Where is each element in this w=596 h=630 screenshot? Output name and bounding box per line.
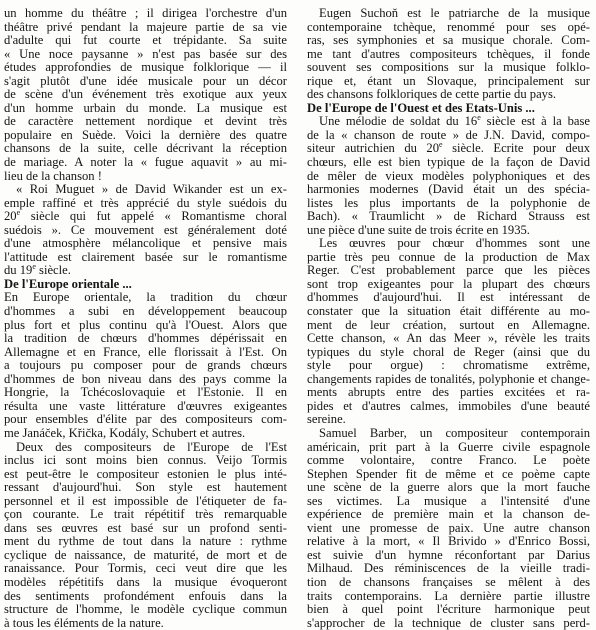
text-line: d'hommes d'aujourd'hui. Il est intéressant de bbox=[307, 291, 590, 305]
text-line: Reger. C'est probablement parce que les pièces bbox=[307, 264, 590, 278]
text-line: la tradition de chœurs d'hommes dépérissait en bbox=[4, 332, 287, 346]
text-line: a toujours pu composer pour de grands chœurs bbox=[4, 359, 287, 373]
text-line: Samuel Barber, un compositeur contemporain bbox=[319, 426, 590, 440]
text-line: est peut-être le compositeur estonien le plus inté- bbox=[4, 467, 287, 481]
text-line: vient une promesse de paix. Une autre chanson bbox=[307, 521, 590, 535]
text-line: cyclique de naissance, de maturité, de mort et de bbox=[4, 548, 287, 562]
text-line: inclus ici sont moins bien connus. Veijo Tormis bbox=[4, 454, 287, 468]
text-line: d'une atmosphère mélancolique et pensive mais bbox=[4, 237, 287, 251]
text-line: tion de chansons françaises se mêlent à des bbox=[307, 575, 590, 589]
section-heading: De l'Europe orientale ... bbox=[4, 277, 132, 291]
text-line: d'un homme urbain du monde. La musique est bbox=[4, 101, 287, 115]
text-line: me tant d'autres compositeurs tchèques, il fonde bbox=[307, 47, 590, 61]
text-line: lieu de la chanson ! bbox=[4, 169, 102, 183]
text-line: résulta une vaste littérature d'œuvres exigeantes bbox=[4, 399, 287, 413]
text-line: populaire en Suède. Voici la dernière des quatre bbox=[4, 128, 287, 142]
text-line: contemporaine tchèque, renommé pour ses opé- bbox=[307, 20, 590, 34]
text-line: s'approcher de la technique de cluster sans perd- bbox=[307, 616, 590, 630]
text-line: relative à la mort, « Il Brivido » d'Enrico Bossi, bbox=[307, 535, 590, 549]
text-line: me Janáček, Křička, Kodály, Schubert et autres. bbox=[4, 426, 246, 440]
text-line: modèles répétitifs dans la musique évoqueront bbox=[4, 575, 287, 589]
text-line: de mariage. A noter la « fugue aquavit » au mi- bbox=[4, 156, 287, 170]
text-line: ment du rythme de tout dans la nature : rythme bbox=[4, 535, 287, 549]
text-line: à tous les éléments de la nature. bbox=[4, 616, 164, 630]
text-line: partie très peu connue de la production de Max bbox=[307, 250, 590, 264]
text-line: typiques du style choral de Reger (ainsi que du bbox=[307, 345, 590, 359]
text-line: ras, ses symphonies et sa musique chorale. Com- bbox=[307, 34, 590, 48]
text-line: des chansons folkloriques de cette partie du pays. bbox=[307, 88, 557, 102]
text-line: Eugen Suchoň est le patriarche de la musique bbox=[319, 7, 590, 20]
text-line: harmonies modernes (David était un des spécia- bbox=[307, 183, 590, 197]
text-line: Les œuvres pour chœur d'hommes sont une bbox=[319, 237, 590, 251]
text-line: Stephen Spender fit de même et ce poème capte bbox=[307, 467, 590, 481]
left-column bbox=[4, 7, 287, 630]
text-line: une pièce d'une suite de trois écrite en 1935. bbox=[307, 223, 530, 237]
text-line: comme volontaire, contre Franco. Le poète bbox=[307, 454, 590, 468]
text-line: plus fort et plus continu qu'à l'Ouest. Alors que bbox=[4, 318, 287, 332]
text-line: Cette chanson, « An das Meer », révèle les traits bbox=[307, 332, 590, 346]
text-line: emple raffiné et très apprécié du style suédois du bbox=[4, 196, 287, 210]
text-line: listes les plus importants de la polyphonie de bbox=[307, 196, 590, 210]
text-line: des sentiments profondément enfouis dans la bbox=[4, 589, 287, 603]
text-line: En Europe orientale, la tradition du chœur bbox=[4, 291, 287, 305]
text-line: constater que la situation était différente au mo- bbox=[307, 305, 590, 319]
text-line: ressant d'aujourd'hui. Son style est hautement bbox=[4, 481, 287, 495]
text-line: personnel et il est impossible de l'étiqueter de fa- bbox=[4, 494, 287, 508]
text-line: siteur autrichien du 20e siècle. Ecrite pour deux bbox=[307, 142, 590, 156]
text-line: structure de l'homme, le modèle cyclique commun bbox=[4, 603, 287, 617]
text-line: d'hommes de bon niveau dans des pays comme la bbox=[4, 372, 287, 386]
text-line: changements rapides de tonalités, polyphonie et change- bbox=[307, 372, 590, 386]
text-line: sereine. bbox=[307, 413, 346, 427]
text-line: d'adulte qui fut courte et trépidante. Sa suite bbox=[4, 34, 287, 48]
text-line: études approfondies de musique folklorique — il bbox=[4, 61, 287, 75]
text-line: 20e siècle qui fut appelé « Romantisme choral bbox=[4, 210, 287, 224]
text-line: Hongrie, la Tchécoslovaquie et l'Estonie. Il en bbox=[4, 386, 287, 400]
text-line: de mêler de vieux modèles polyphoniques et des bbox=[307, 169, 590, 183]
text-line: une scène de la guerre alors que la mort fauche bbox=[307, 481, 590, 495]
text-line: chœurs, elle est bien typique de la façon de David bbox=[307, 156, 590, 170]
section-heading: De l'Europe de l'Ouest et des Etats-Unis ... bbox=[307, 101, 535, 115]
text-line: pour ensembles d'élite par des compositeurs com- bbox=[4, 413, 287, 427]
text-line: pides et d'autres calmes, immobiles d'une beauté bbox=[307, 399, 590, 413]
text-line: « Roi Muguet » de David Wikander est un ex- bbox=[16, 183, 287, 197]
text-line: américain, prit part à la Guerre civile espagnole bbox=[307, 440, 590, 454]
text-line: expérience de première main et la chanson de- bbox=[307, 508, 590, 522]
text-line: rique et, étant un Slovaque, principalement sur bbox=[307, 74, 590, 88]
text-line: Allemagne et en France, elle florissait à l'Est. On bbox=[4, 345, 287, 359]
text-line: l'attitude est clairement basée sur le romantisme bbox=[4, 250, 287, 264]
text-line: Bach). « Traumlicht » de Richard Strauss est bbox=[307, 210, 590, 224]
text-line: traits contemporains. La dernière partie illustre bbox=[307, 589, 590, 603]
text-line: de caractère nettement nordique et devint très bbox=[4, 115, 287, 129]
text-line: de la « chanson de route » de J.N. David, compo- bbox=[307, 128, 590, 142]
text-line: suédois ». Ce mouvement est généralement doté bbox=[4, 223, 287, 237]
text-line: souvent ses compositions sur la musique folklo- bbox=[307, 61, 590, 75]
text-line: sont trop exigeantes pour la plupart des chœurs bbox=[307, 277, 590, 291]
text-line: dans ses œuvres est basé sur un profond senti- bbox=[4, 521, 287, 535]
text-line: s'agit plutôt d'une idée musicale pour un décor bbox=[4, 74, 287, 88]
text-line: ses victimes. La musique a l'intensité d'une bbox=[307, 494, 590, 508]
text-line: théâtre privé pendant la majeure partie de sa vie bbox=[4, 20, 287, 34]
text-line: du 19e siècle. bbox=[4, 264, 71, 278]
text-line: d'hommes a subi en développement beaucoup bbox=[4, 305, 287, 319]
text-line: chansons de la suite, celle décrivant la réception bbox=[4, 142, 287, 156]
right-column bbox=[307, 7, 590, 630]
text-line: ment de leur création, surtout en Allemagne. bbox=[307, 318, 590, 332]
text-line: « Une noce paysanne » n'est pas basée sur des bbox=[4, 47, 287, 61]
text-line: style pour orgue) : chromatisme extrême, bbox=[307, 359, 590, 373]
text-line: ments abrupts entre des parties excitées et ra- bbox=[307, 386, 590, 400]
text-line: ranaissance. Pour Tormis, ceci veut dire que les bbox=[4, 562, 287, 576]
text-line: de scène d'un événement très exotique aux yeux bbox=[4, 88, 287, 102]
text-line: çon courante. Le trait répétitif très remarquable bbox=[4, 508, 287, 522]
text-line: Deux des compositeurs de l'Europe de l'Est bbox=[16, 440, 287, 454]
text-line: Milhaud. Des réminiscences de la vieille tradi- bbox=[307, 562, 590, 576]
text-line: un homme du théâtre ; il dirigea l'orchestre d'un bbox=[4, 7, 287, 20]
text-line: est suivie d'un hymne réconfortant par Darius bbox=[307, 548, 590, 562]
text-line: bien à quel point l'écriture harmonique peut bbox=[307, 603, 590, 617]
text-line: Une mélodie de soldat du 16e siècle est à la base bbox=[319, 115, 590, 129]
